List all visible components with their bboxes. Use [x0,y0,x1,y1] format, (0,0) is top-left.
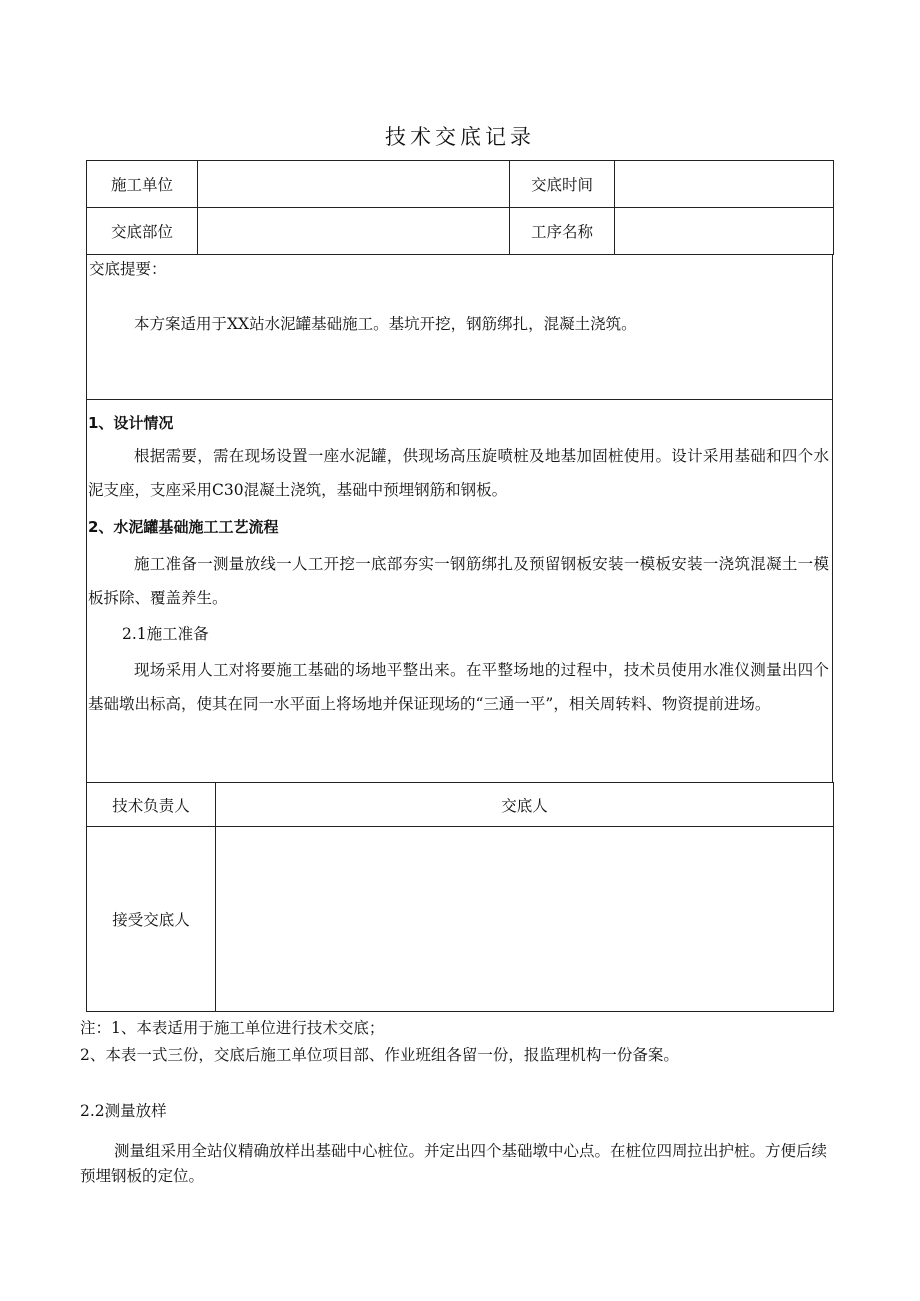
construction-unit-label: 施工单位 [87,161,198,208]
process-name-label: 工序名称 [510,208,615,255]
section-1-text: 根据需要，需在现场设置一座水泥罐，供现场高压旋喷桩及地基加固桩使用。设计采用基础和四个水泥支座，支座采用C30混凝土浇筑，基础中预埋钢筋和钢板。 [88,447,829,499]
tech-lead-label: 技术负责人 [87,783,216,827]
summary-text: 本方案适用于XX站水泥罐基础施工。基坑开挖，钢筋绑扎，混凝土浇筑。 [134,315,637,333]
section-2-2-title: 2.2测量放样 [80,1102,167,1120]
briefing-time-label: 交底时间 [510,161,615,208]
process-name-field[interactable] [615,208,834,255]
summary-label: 交底提要： [89,260,167,278]
section-2-1-text: 现场采用人工对将要施工基础的场地平整出来。在平整场地的过程中，技术员使用水准仪测量出四个基础墩出标高，使其在同一水平面上将场地并保证现场的“三通一平”，相关周转料、物资提前进场。 [88,661,829,713]
document-title: 技术交底记录 [385,125,535,149]
section-2-1-title: 2.1施工准备 [122,625,209,643]
content-box [86,400,833,783]
section-1-title: 1、设计情况 [88,414,174,432]
briefing-location-field[interactable] [198,208,510,255]
section-2-text: 施工准备一测量放线一人工开挖一底部夯实一钢筋绑扎及预留钢板安装一模板安装一浇筑混凝土一模板拆除、覆盖养生。 [88,555,829,607]
receiver-label: 接受交底人 [87,827,216,1012]
construction-unit-field[interactable] [198,161,510,208]
section-2-2-text: 测量组采用全站仪精确放样出基础中心桩位。并定出四个基础墩中心点。在桩位四周拉出护桩。方便后续预埋钢板的定位。 [80,1142,828,1185]
signature-table [86,782,834,1012]
briefing-time-field[interactable] [615,161,834,208]
note-1: 注：1、本表适用于施工单位进行技术交底； [80,1019,385,1037]
note-2: 2、本表一式三份，交底后施工单位项目部、作业班组各留一份，报监理机构一份备案。 [80,1046,679,1064]
briefer-label: 交底人 [216,783,834,827]
receiver-signature-field[interactable] [216,827,834,1012]
header-table [86,160,834,255]
summary-box [86,254,833,400]
briefing-location-label: 交底部位 [87,208,198,255]
section-2-title: 2、水泥罐基础施工工艺流程 [88,518,279,536]
